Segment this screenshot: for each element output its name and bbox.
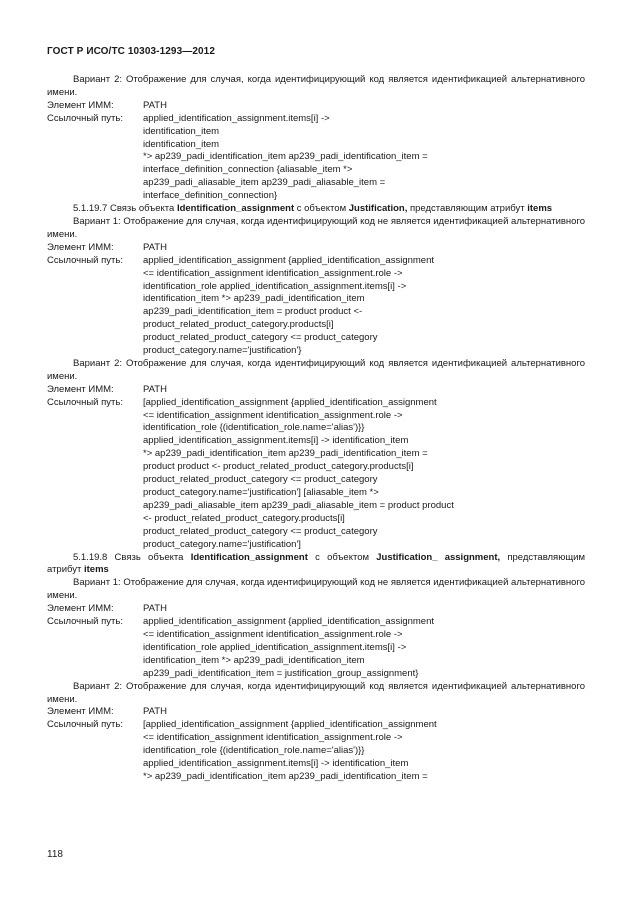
reference-path bbox=[143, 616, 585, 681]
heading-entity-2: Justification_ assignment, bbox=[376, 551, 501, 563]
path-line: interface_definition_connection {aliasable_item *> bbox=[143, 164, 353, 176]
path-line: ap239_padi_aliasable_item ap239_padi_aliasable_item = product product bbox=[143, 499, 454, 511]
path-line: identification_role applied_identification_assignment.items[i] -> bbox=[143, 641, 407, 653]
heading-entity-1: Identification_assignment bbox=[176, 203, 295, 215]
path-line: identification_role applied_identification_assignment.items[i] -> bbox=[143, 280, 407, 292]
element-label: Элемент ИММ: bbox=[47, 706, 114, 718]
path-line: identification_role {(identification_role.name='alias')}} bbox=[143, 745, 365, 757]
mapping-variant-block bbox=[47, 358, 585, 552]
heading-entity-1: Identification_assignment bbox=[190, 551, 308, 563]
path-line: product_category.name='justification'} bbox=[143, 345, 302, 357]
reference-path-label: Ссылочный путь: bbox=[47, 719, 123, 731]
path-line: <= identification_assignment identification_assignment.role -> bbox=[143, 409, 403, 421]
path-line: product_related_product_category.products[i] bbox=[143, 319, 334, 331]
path-line: interface_definition_connection} bbox=[143, 190, 278, 202]
variant-description: Вариант 1: Отображение для случая, когда идентифицирующий код не является идентификацией альтернативного имени. bbox=[47, 215, 585, 240]
reference-path bbox=[143, 255, 585, 358]
document-header: ГОСТ Р ИСО/ТС 10303-1293—2012 bbox=[47, 46, 215, 57]
heading-middle: с объектом bbox=[307, 551, 377, 563]
path-line: applied_identification_assignment.items[i] -> bbox=[143, 112, 330, 124]
element-label: Элемент ИММ: bbox=[47, 383, 114, 395]
path-line: product_related_product_category <= product_category bbox=[143, 332, 378, 344]
heading-entity-2: Justification, bbox=[348, 203, 408, 215]
path-line: ap239_padi_identification_item = product product <- bbox=[143, 306, 363, 318]
path-line: applied_identification_assignment.items[i] -> identification_item bbox=[143, 435, 409, 447]
element-label: Элемент ИММ: bbox=[47, 603, 114, 615]
path-line: [applied_identification_assignment {applied_identification_assignment bbox=[143, 396, 437, 408]
path-line: *> ap239_padi_identification_item ap239_padi_identification_item = bbox=[143, 770, 428, 782]
reference-path-row bbox=[47, 113, 585, 203]
heading-attribute: items bbox=[527, 203, 553, 215]
heading-suffix: представляющим атрибут bbox=[407, 203, 528, 215]
reference-path bbox=[143, 113, 585, 203]
path-line: ap239_padi_aliasable_item ap239_padi_aliasable_item = bbox=[143, 177, 386, 189]
path-line: identification_item *> ap239_padi_identification_item bbox=[143, 293, 365, 305]
heading-attribute: items bbox=[84, 564, 109, 576]
path-line: <- product_related_product_category.products[i] bbox=[143, 512, 345, 524]
element-row bbox=[47, 100, 585, 113]
reference-path bbox=[143, 719, 585, 784]
path-line: *> ap239_padi_identification_item ap239_padi_identification_item = bbox=[143, 448, 428, 460]
heading-middle: с объектом bbox=[294, 203, 349, 215]
path-line: [applied_identification_assignment {applied_identification_assignment bbox=[143, 719, 437, 731]
section-heading-5-1-19-8 bbox=[47, 552, 585, 578]
element-value: PATH bbox=[143, 383, 167, 395]
heading-prefix: 5.1.19.7 Связь объекта bbox=[73, 203, 177, 215]
element-row bbox=[47, 384, 585, 397]
mapping-variant-block bbox=[47, 216, 585, 358]
path-line: <= identification_assignment identification_assignment.role -> bbox=[143, 732, 403, 744]
path-line: <= identification_assignment identification_assignment.role -> bbox=[143, 267, 403, 279]
section-heading-5-1-19-7 bbox=[47, 203, 585, 216]
path-line: identification_role {(identification_role.name='alias')}} bbox=[143, 422, 365, 434]
path-line: identification_item *> ap239_padi_identification_item bbox=[143, 654, 365, 666]
mapping-variant-block bbox=[47, 577, 585, 680]
reference-path-label: Ссылочный путь: bbox=[47, 254, 123, 266]
reference-path-row bbox=[47, 616, 585, 681]
reference-path bbox=[143, 397, 585, 552]
path-line: product_category.name='justification'] bbox=[143, 538, 301, 550]
path-line: product_related_product_category <= product_category bbox=[143, 525, 378, 537]
reference-path-label: Ссылочный путь: bbox=[47, 396, 123, 408]
page-content bbox=[47, 74, 585, 784]
reference-path-row bbox=[47, 255, 585, 358]
variant-description: Вариант 2: Отображение для случая, когда идентифицирующий код является идентификацией альтернативного имени. bbox=[47, 357, 585, 382]
element-label: Элемент ИММ: bbox=[47, 99, 114, 111]
path-line: applied_identification_assignment.items[i] -> identification_item bbox=[143, 758, 409, 770]
element-value: PATH bbox=[143, 706, 167, 718]
path-line: applied_identification_assignment {applied_identification_assignment bbox=[143, 616, 435, 628]
path-line: identification_item bbox=[143, 138, 220, 150]
mapping-variant-block bbox=[47, 74, 585, 203]
element-value: PATH bbox=[143, 603, 167, 615]
variant-description: Вариант 2: Отображение для случая, когда идентифицирующий код является идентификацией альтернативного имени. bbox=[47, 680, 585, 705]
reference-path-row bbox=[47, 397, 585, 552]
path-line: ap239_padi_identification_item = justification_group_assignment} bbox=[143, 667, 419, 679]
path-line: <= identification_assignment identification_assignment.role -> bbox=[143, 628, 403, 640]
element-row bbox=[47, 603, 585, 616]
element-label: Элемент ИММ: bbox=[47, 241, 114, 253]
path-line: product product <- product_related_product_category.products[i] bbox=[143, 461, 414, 473]
element-value: PATH bbox=[143, 241, 167, 253]
variant-description: Вариант 1: Отображение для случая, когда идентифицирующий код не является идентификацией альтернативного имени. bbox=[47, 577, 585, 602]
element-row bbox=[47, 706, 585, 719]
path-line: *> ap239_padi_identification_item ap239_padi_identification_item = bbox=[143, 151, 428, 163]
heading-prefix: 5.1.19.8 Связь объекта bbox=[73, 551, 191, 563]
element-value: PATH bbox=[143, 99, 167, 111]
reference-path-label: Ссылочный путь: bbox=[47, 616, 123, 628]
heading-suffix: представляющим атрибут bbox=[47, 551, 585, 576]
reference-path-label: Ссылочный путь: bbox=[47, 112, 123, 124]
path-line: product_related_product_category <= product_category bbox=[143, 474, 378, 486]
variant-description: Вариант 2: Отображение для случая, когда идентифицирующий код является идентификацией альтернативного имени. bbox=[47, 74, 585, 98]
path-line: product_category.name='justification'] [aliasable_item *> bbox=[143, 487, 379, 498]
element-row bbox=[47, 242, 585, 255]
mapping-variant-block bbox=[47, 681, 585, 784]
path-line: applied_identification_assignment {applied_identification_assignment bbox=[143, 254, 435, 266]
path-line: identification_item bbox=[143, 125, 220, 137]
reference-path-row bbox=[47, 719, 585, 784]
page-number: 118 bbox=[47, 849, 63, 860]
